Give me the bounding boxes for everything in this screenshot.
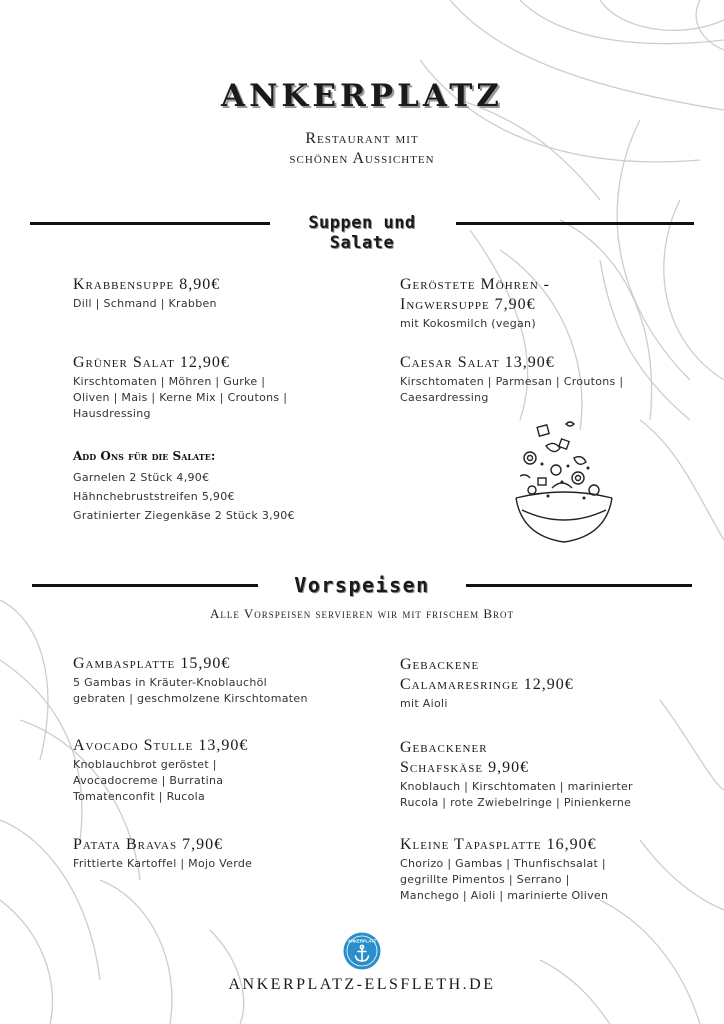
item-description [400,316,700,332]
item-description-line: Kirschtomaten | Möhren | Gurke | [73,375,266,388]
item-description-line: 5 Gambas in Kräuter-Knoblauchöl [73,676,268,689]
item-description-line: Knoblauch | Kirschtomaten | marinierter [400,780,633,793]
section-heading-starters: Vorspeisen [294,573,430,597]
item-name: Grüner Salat 12,90€ [73,354,230,371]
item-description-line: Caesardressing [400,391,489,404]
item-description-line: Oliven | Mais | Kerne Mix | Croutons | [73,391,288,404]
item-description-line: mit Aioli [400,697,448,710]
item-description-line: Manchego | Aioli | marinierte Oliven [400,889,609,902]
section-divider-right [466,584,692,587]
section-heading-line-1: Suppen und [308,213,416,233]
restaurant-title: ANKERPLATZ [221,78,503,114]
item-description-line: gebraten | geschmolzene Kirschtomaten [73,692,308,705]
item-name: Kleine Tapasplatte 16,90€ [400,836,597,853]
item-description-line: Knoblauchbrot geröstet | [73,758,217,771]
section-heading-soups-salads [272,213,452,253]
section-divider-left [32,584,258,587]
addon-item: Hähnchebruststreifen 5,90€ [73,490,235,503]
item-description [73,675,373,707]
item-name: Caesar Salat 13,90€ [400,354,555,371]
item-description [73,856,373,872]
item-description-line: Hausdressing [73,407,151,420]
logo-text: ANKERPLATZ [347,938,377,944]
item-description [73,757,373,805]
section-heading-line-2: Salate [329,233,395,253]
menu-item-gruener-salat [73,353,373,422]
menu-item-krabbensuppe [73,275,373,312]
item-description-line: Avocadocreme | Burratina [73,774,224,787]
item-description-line: Tomatenconfit | Rucola [73,790,206,803]
item-name-line-2: Ingwersuppe 7,90€ [400,296,536,313]
item-name-line-1: Gebackener [400,739,488,756]
item-description-line: Dill | Schmand | Krabben [73,297,217,310]
menu-item-moehren-ingwersuppe [400,275,700,332]
tagline-line-1: Restaurant mit [305,130,419,147]
menu-item-tapasplatte [400,835,700,904]
menu-item-schafskaese [400,738,700,811]
item-name: Gambasplatte 15,90€ [73,655,231,672]
item-description [400,779,700,811]
item-description [73,296,373,312]
section-divider-left [30,222,270,225]
item-name: Patata Bravas 7,90€ [73,836,224,853]
menu-item-avocado-stulle [73,736,373,805]
item-description-line: mit Kokosmilch (vegan) [400,317,536,330]
addon-item: Gratinierter Ziegenkäse 2 Stück 3,90€ [73,509,295,522]
item-description [73,374,373,422]
anchor-logo [343,932,381,970]
item-description-line: gegrillte Pimentos | Serrano | [400,873,570,886]
starters-note: Alle Vorspeisen servieren wir mit frischem Brot [210,606,514,621]
section-divider-right [456,222,694,225]
tagline-line-2: schönen Aussichten [289,150,435,167]
menu-item-patata-bravas [73,835,373,872]
item-description-line: Chorizo | Gambas | Thunfischsalat | [400,857,606,870]
item-name-line-1: Gebackene [400,656,480,673]
item-name-line-2: Schafskäse 9,90€ [400,759,530,776]
salad-bowl-illustration [508,418,620,548]
item-description [400,856,700,904]
item-description-line: Frittierte Kartoffel | Mojo Verde [73,857,253,870]
item-description-line: Rucola | rote Zwiebelringe | Pinienkerne [400,796,632,809]
item-description [400,696,700,712]
item-name-line-1: Geröstete Möhren - [400,276,550,293]
item-description [400,374,700,406]
addons-title: Add Ons für die Salate: [73,449,216,463]
website-link[interactable]: ANKERPLATZ-ELSFLETH.DE [228,976,496,993]
addon-item: Garnelen 2 Stück 4,90€ [73,471,210,484]
item-name: Avocado Stulle 13,90€ [73,737,249,754]
item-description-line: Kirschtomaten | Parmesan | Croutons | [400,375,624,388]
item-name-line-2: Calamaresringe 12,90€ [400,676,574,693]
item-name: Krabbensuppe 8,90€ [73,276,221,293]
menu-item-calamaresringe [400,655,700,712]
menu-item-caesar-salat [400,353,700,406]
menu-item-gambasplatte [73,654,373,707]
